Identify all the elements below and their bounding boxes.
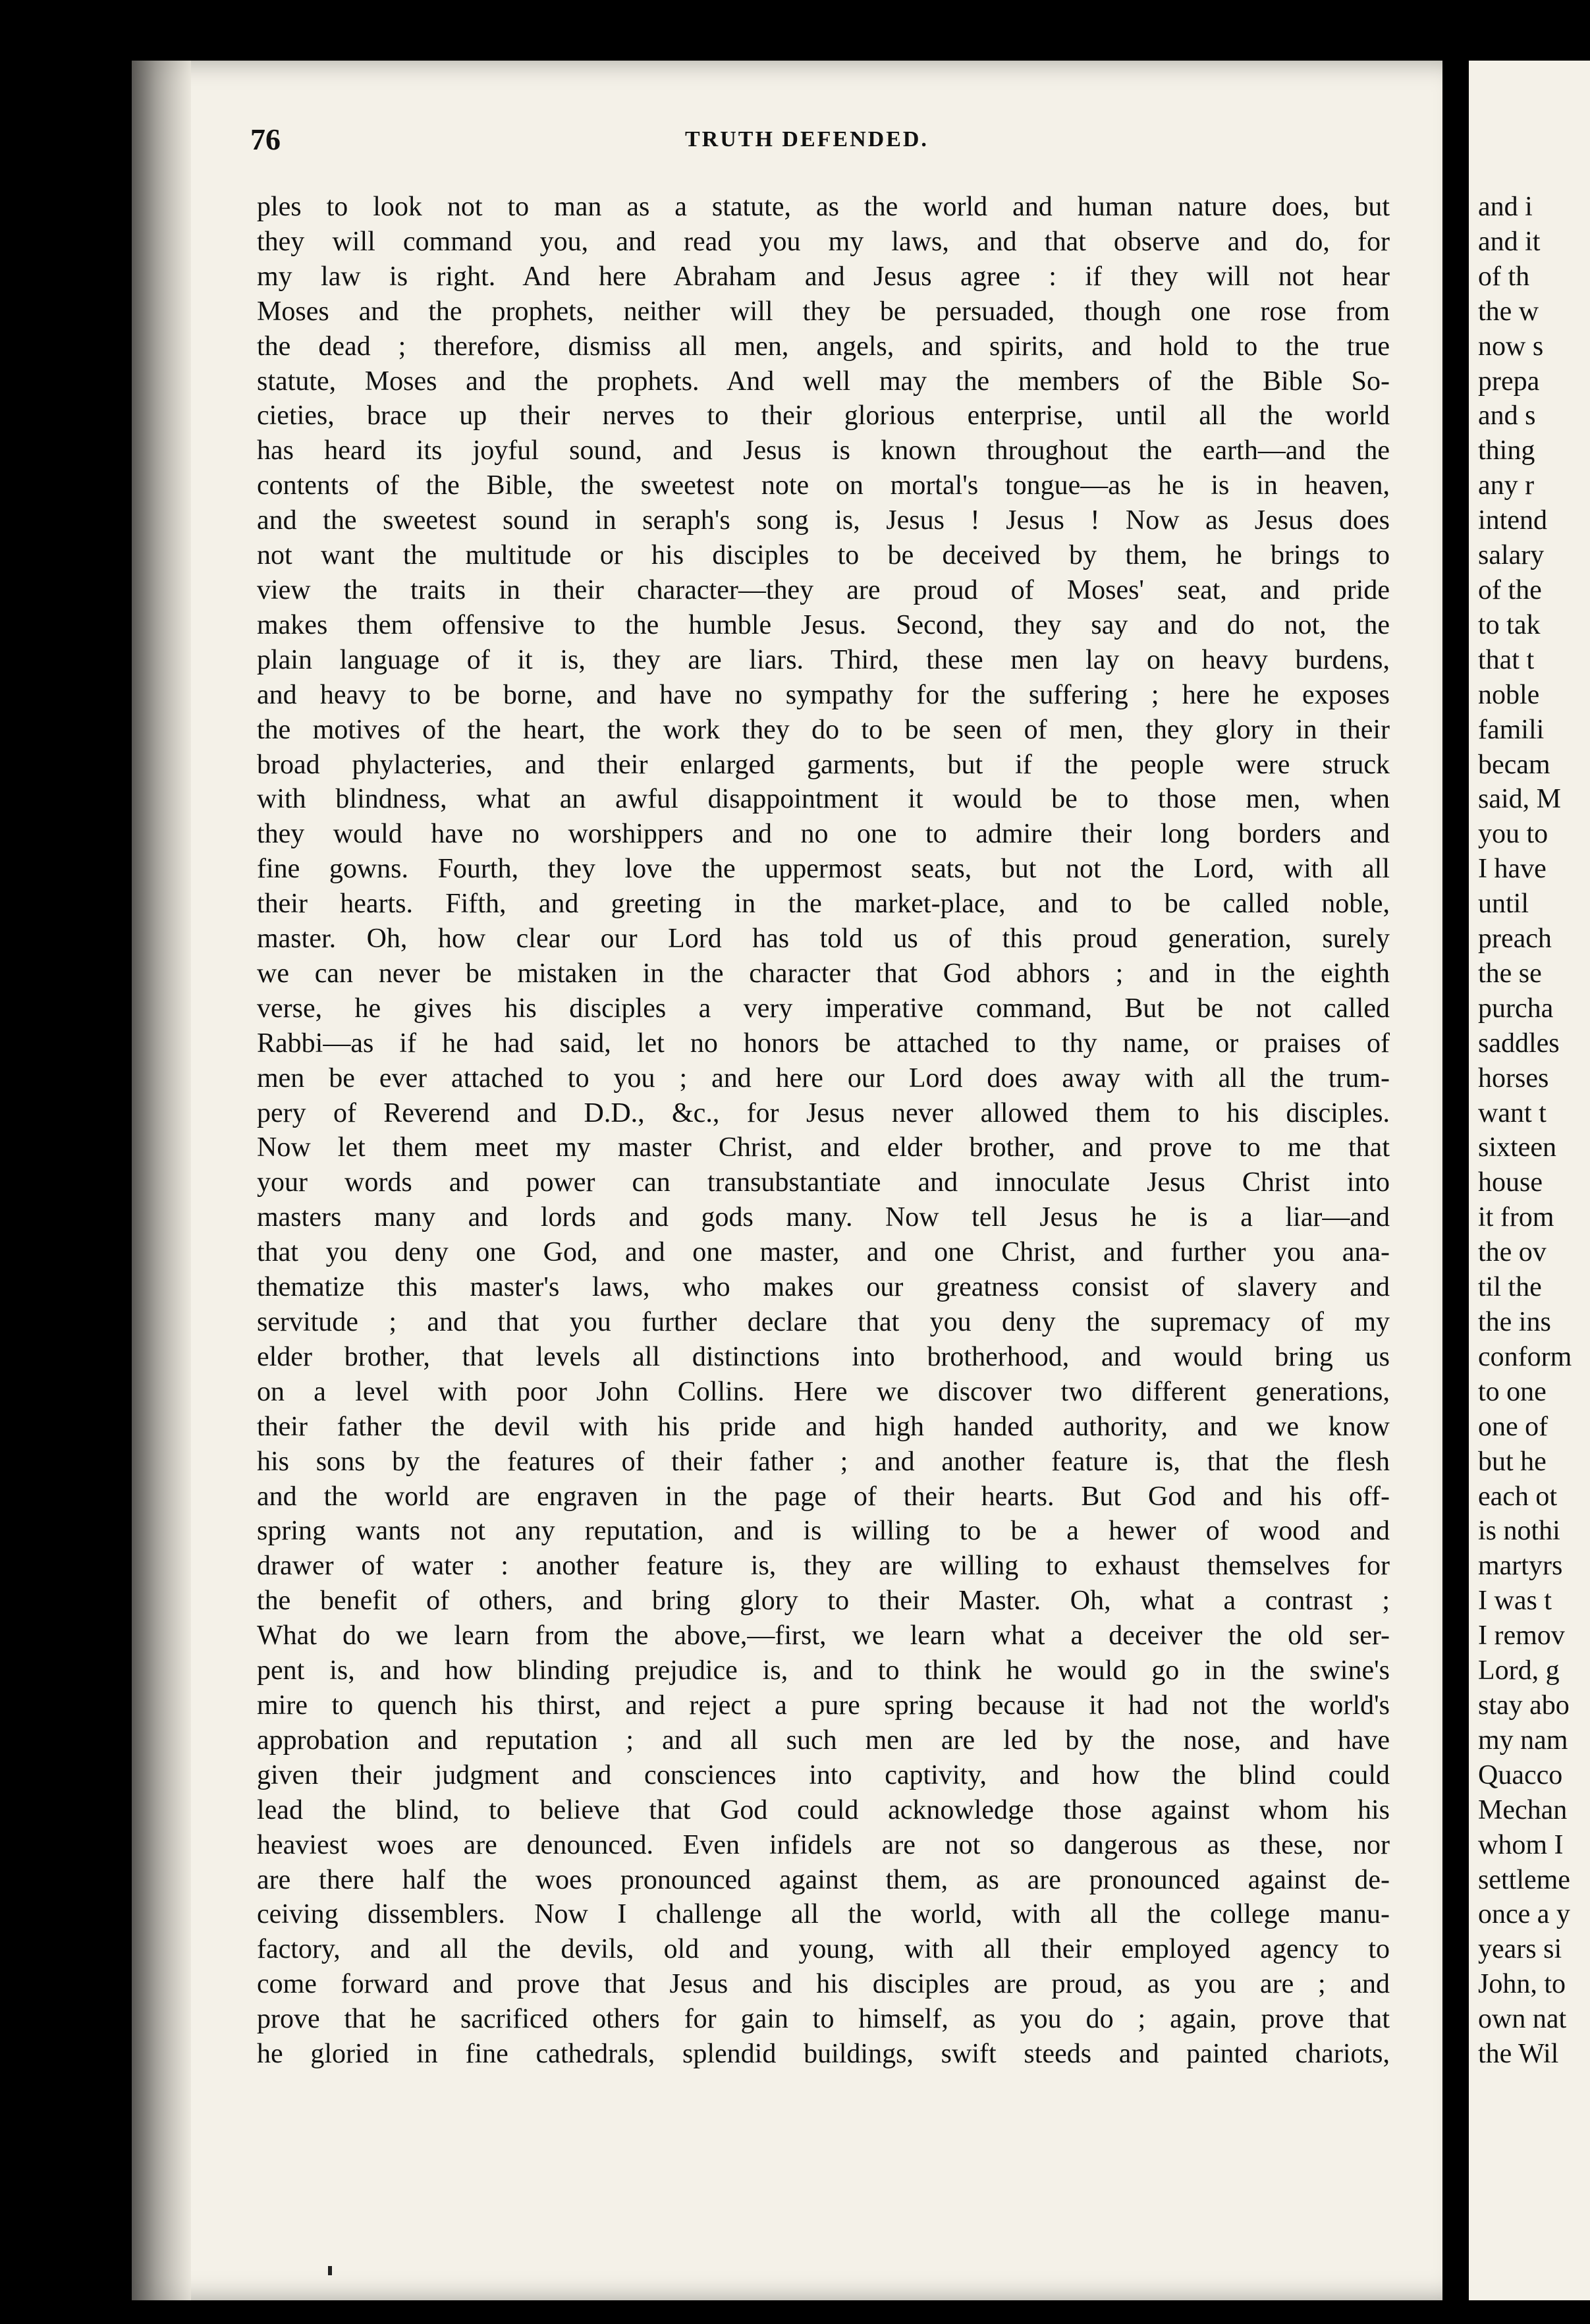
right-text-line: John, to: [1478, 1969, 1566, 2000]
text-line: heaviest woes are denounced. Even infidels are not so dangerous as these, nor: [257, 1829, 1390, 1860]
right-text-line: until: [1478, 889, 1529, 920]
text-line: given their judgment and consciences into captivity, and how the blind could: [257, 1759, 1390, 1790]
text-line: men be ever attached to you ; and here our Lord does away with all the trum-: [257, 1063, 1390, 1093]
right-text-line: my nam: [1478, 1725, 1568, 1756]
right-text-line: it from: [1478, 1202, 1554, 1233]
text-line: and heavy to be borne, and have no sympathy for the suffering ; here he exposes: [257, 679, 1390, 710]
right-text-line: the se: [1478, 958, 1542, 989]
text-line: masters many and lords and gods many. Now tell Jesus he is a liar—and: [257, 1202, 1390, 1233]
text-line: we can never be mistaken in the character that God abhors ; and in the eighth: [257, 958, 1390, 989]
page-header: [250, 122, 1396, 168]
right-page-text-fragment: [1478, 190, 1590, 2072]
page-gutter: [1442, 0, 1469, 2324]
text-line: that you deny one God, and one master, and one Christ, and further you ana-: [257, 1237, 1390, 1268]
text-line: ceiving dissemblers. Now I challenge all the world, with all the college manu-: [257, 1899, 1390, 1930]
text-line: has heard its joyful sound, and Jesus is known throughout the earth—and the: [257, 435, 1390, 466]
text-line: servitude ; and that you further declare that you deny the supremacy of my: [257, 1307, 1390, 1337]
text-line: prove that he sacrificed others for gain to himself, as you do ; again, prove that: [257, 2004, 1390, 2035]
right-text-line: salary: [1478, 540, 1545, 571]
text-line: What do we learn from the above,—first, we learn what a deceiver the old ser-: [257, 1620, 1390, 1651]
right-text-line: the ov: [1478, 1237, 1547, 1268]
right-text-line: conform: [1478, 1341, 1572, 1372]
text-line: contents of the Bible, the sweetest note on mortal's tongue—as he is in heaven,: [257, 470, 1390, 501]
right-text-line: of the: [1478, 574, 1542, 605]
right-text-line: I have: [1478, 854, 1547, 885]
right-text-line: intend: [1478, 505, 1547, 536]
right-text-line: each ot: [1478, 1481, 1558, 1512]
text-line: fine gowns. Fourth, they love the uppermost seats, but not the Lord, with all: [257, 854, 1390, 885]
text-line: his sons by the features of their father ; and another feature is, that the flesh: [257, 1446, 1390, 1477]
right-text-line: you to: [1478, 819, 1549, 850]
running-title: TRUTH DEFENDED.: [685, 127, 929, 152]
right-text-line: til the: [1478, 1272, 1542, 1303]
text-line: lead the blind, to believe that God could acknowledge those against whom his: [257, 1794, 1390, 1825]
text-line: pent is, and how blinding prejudice is, and to think he would go in the swine's: [257, 1655, 1390, 1686]
text-line: drawer of water : another feature is, they are willing to exhaust themselves for: [257, 1551, 1390, 1582]
right-text-line: thing: [1478, 435, 1535, 466]
page-binding-shadow: [132, 61, 191, 2300]
text-line: are there half the woes pronounced against them, as are pronounced against de-: [257, 1864, 1390, 1895]
text-line: ples to look not to man as a statute, as the world and human nature does, but: [257, 192, 1390, 222]
right-text-line: noble: [1478, 679, 1540, 710]
text-line: and the world are engraven in the page of their hearts. But God and his off-: [257, 1481, 1390, 1512]
text-line: cieties, brace up their nerves to their glorious enterprise, until all the world: [257, 401, 1390, 431]
text-line: Moses and the prophets, neither will they be persuaded, though one rose from: [257, 296, 1390, 327]
text-line: the dead ; therefore, dismiss all men, angels, and spirits, and hold to the true: [257, 331, 1390, 362]
right-text-line: the ins: [1478, 1307, 1551, 1337]
right-text-line: stay abo: [1478, 1690, 1570, 1721]
right-text-line: and it: [1478, 226, 1541, 257]
right-text-line: becam: [1478, 749, 1550, 780]
text-line: their father the devil with his pride and high handed authority, and we know: [257, 1411, 1390, 1442]
text-line: verse, he gives his disciples a very imperative command, But be not called: [257, 993, 1390, 1024]
right-text-line: I remov: [1478, 1620, 1565, 1651]
right-text-line: settleme: [1478, 1864, 1570, 1895]
right-text-line: now s: [1478, 331, 1544, 362]
text-line: thematize this master's laws, who makes our greatness consist of slavery and: [257, 1272, 1390, 1303]
right-text-line: years si: [1478, 1934, 1562, 1965]
right-text-line: Quacco: [1478, 1759, 1563, 1790]
text-line: mire to quench his thirst, and reject a pure spring because it had not the world's: [257, 1690, 1390, 1721]
text-line: view the traits in their character—they are proud of Moses' seat, and pride: [257, 574, 1390, 605]
right-text-line: to one: [1478, 1376, 1547, 1407]
right-text-line: said, M: [1478, 784, 1561, 815]
text-line: they will command you, and read you my laws, and that observe and do, for: [257, 226, 1390, 257]
text-line: they would have no worshippers and no one to admire their long borders and: [257, 819, 1390, 850]
text-line: with blindness, what an awful disappointment it would be to those men, when: [257, 784, 1390, 815]
page-number: 76: [250, 123, 281, 156]
text-line: plain language of it is, they are liars. Third, these men lay on heavy burdens,: [257, 644, 1390, 675]
right-text-line: once a y: [1478, 1899, 1570, 1930]
right-text-line: and s: [1478, 401, 1536, 431]
text-line: approbation and reputation ; and all such men are led by the nose, and have: [257, 1725, 1390, 1756]
right-text-line: whom I: [1478, 1829, 1564, 1860]
text-line: my law is right. And here Abraham and Jesus agree : if they will not hear: [257, 261, 1390, 292]
right-text-line: but he: [1478, 1446, 1547, 1477]
right-text-line: house: [1478, 1167, 1543, 1198]
right-text-line: that t: [1478, 644, 1535, 675]
right-text-line: the w: [1478, 296, 1539, 327]
text-line: he gloried in fine cathedrals, splendid buildings, swift steeds and painted chariots,: [257, 2039, 1390, 2070]
right-text-line: purcha: [1478, 993, 1554, 1024]
right-text-line: is nothi: [1478, 1516, 1560, 1547]
right-text-line: and i: [1478, 192, 1533, 222]
right-text-line: I was t: [1478, 1586, 1552, 1617]
text-line: come forward and prove that Jesus and his disciples are proud, as you are ; and: [257, 1969, 1390, 2000]
right-text-line: preach: [1478, 924, 1552, 954]
text-line: not want the multitude or his disciples to be deceived by them, he brings to: [257, 540, 1390, 571]
right-text-line: own nat: [1478, 2004, 1567, 2035]
right-text-line: the Wil: [1478, 2039, 1559, 2070]
text-line: your words and power can transubstantiate and innoculate Jesus Christ into: [257, 1167, 1390, 1198]
right-text-line: famili: [1478, 714, 1545, 745]
text-line: their hearts. Fifth, and greeting in the market-place, and to be called noble,: [257, 889, 1390, 920]
right-text-line: saddles: [1478, 1028, 1560, 1059]
text-line: elder brother, that levels all distinctions into brotherhood, and would bring us: [257, 1341, 1390, 1372]
right-text-line: prepa: [1478, 366, 1540, 397]
right-text-line: of th: [1478, 261, 1530, 292]
right-text-line: Mechan: [1478, 1794, 1568, 1825]
text-line: and the sweetest sound in seraph's song is, Jesus ! Jesus ! Now as Jesus does: [257, 505, 1390, 536]
text-line: Now let them meet my master Christ, and elder brother, and prove to me that: [257, 1132, 1390, 1163]
text-line: makes them offensive to the humble Jesus. Second, they say and do not, the: [257, 609, 1390, 640]
text-line: on a level with poor John Collins. Here we discover two different generations,: [257, 1376, 1390, 1407]
text-line: statute, Moses and the prophets. And well may the members of the Bible So-: [257, 366, 1390, 397]
main-body-text: [257, 190, 1390, 2072]
text-line: broad phylacteries, and their enlarged garments, but if the people were struck: [257, 749, 1390, 780]
right-text-line: sixteen: [1478, 1132, 1556, 1163]
text-line: the motives of the heart, the work they do to be seen of men, they glory in their: [257, 714, 1390, 745]
right-text-line: Lord, g: [1478, 1655, 1560, 1686]
text-line: Rabbi—as if he had said, let no honors be attached to thy name, or praises of: [257, 1028, 1390, 1059]
text-line: master. Oh, how clear our Lord has told us of this proud generation, surely: [257, 924, 1390, 954]
print-blemish: [328, 2266, 332, 2275]
right-text-line: horses: [1478, 1063, 1549, 1093]
right-text-line: want t: [1478, 1097, 1547, 1128]
text-line: factory, and all the devils, old and young, with all their employed agency to: [257, 1934, 1390, 1965]
text-line: pery of Reverend and D.D., &c., for Jesus never allowed them to his disciples.: [257, 1097, 1390, 1128]
text-line: the benefit of others, and bring glory to their Master. Oh, what a contrast ;: [257, 1586, 1390, 1617]
right-text-line: any r: [1478, 470, 1535, 501]
right-text-line: martyrs: [1478, 1551, 1563, 1582]
right-text-line: one of: [1478, 1411, 1549, 1442]
right-text-line: to tak: [1478, 609, 1541, 640]
text-line: spring wants not any reputation, and is willing to be a hewer of wood and: [257, 1516, 1390, 1547]
